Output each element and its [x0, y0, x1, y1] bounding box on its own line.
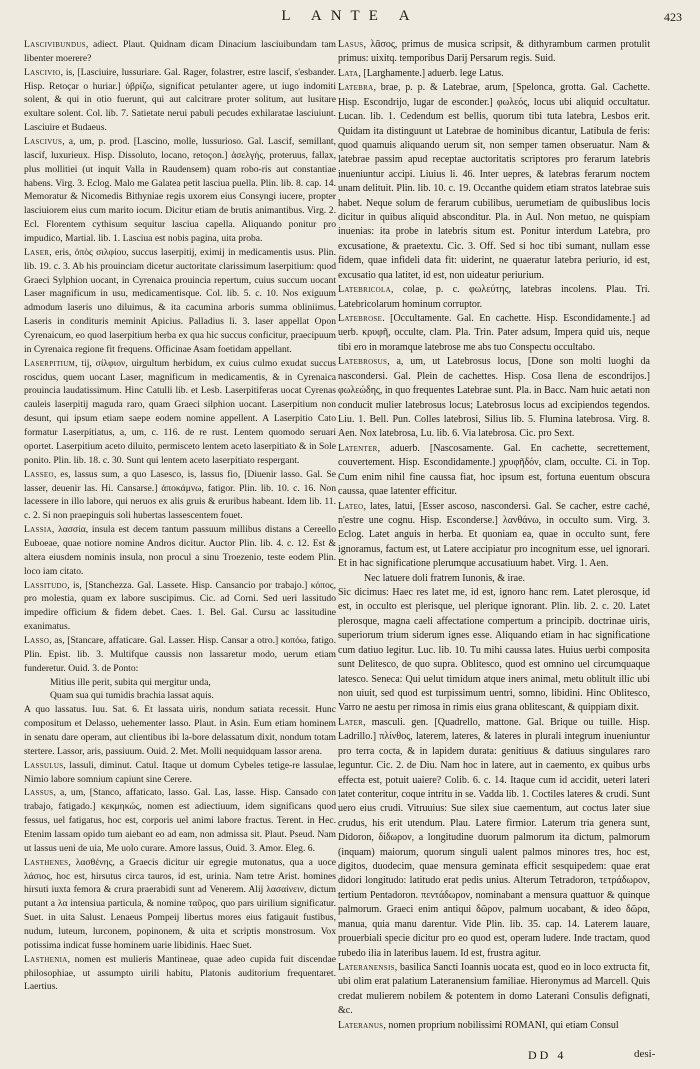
verse-line: Quam sua qui tumidis brachia lassat aquis.: [50, 690, 214, 702]
dictionary-entry: [338, 586, 650, 716]
entry-headword: Lassia: [24, 524, 52, 536]
entry-text: , is, [Stanchezza. Gal. Lassete. Hisp. Cansancio por trabajo.] κόπος, pro molestia, quam ex labore suscipimus. Cic. ad Corni. Sed ueri lassitudo impedire officium & fidem debet. Caes. 1. Bel. Gal. Cursu ac lassitudine exanimatus.: [24, 579, 336, 633]
entry-text: , a, um, ut Latebrosus locus, [Done son molti luoghi da nascondersi. Gal. Plein de cachettes. Hisp. Cosa llena de escondrijos.] φωλεώδης, in quo frequentes Latebrae sunt. Pla. in Bacc. Nam huic aetati non conducit mulier latebrosus locus; Latebrosus locus ad excipiendos tegendos. Liu. 1. Bell. Pun. Colles latebrosi, Silius lib. 5. Flumina latebrosa. Virg. 8. Aen. Nox latebrosa, Lu. lib. 6. Via latebrosa. Cic. pro Sext.: [338, 356, 650, 440]
entry-text: , masculi. gen. [Quadrello, mattone. Gal. Brique ou tuille. Hisp. Ladrillo.] πλίνθος, laterem, lateres, & lateres in plurali integrum inueniuntur pro terra cocta, & in lapidem durata: genitiuus & datiuus singulares raro leguntur. Cic. 2. de Diu. Nam hoc in latere, aut in caemento, ex quibus urbs effecta est, potuit uaiere? Colib. 6. c. 14. Itaque cum id accidit, ueteri lateri latet conteritur, coque intritu in se. Vadda lib. 1. Coctiles lateres & crudi. Sunt uero eius crudi. Vitruuius: Sue silex siue caementum, aut coctus later siue crudus, his erit utendum. Plau. Latere firmior. Laterum tria genera sunt, Didoron, δίδωρον, a longitudine duorum palmorum ita dictum, palmorum (inquam) maiorum, quorum singuli ualent palmos minores tres, hoc est, digitos, duodecim, quae mensura geminata efficit sesquipedem: quae erat didori longitudo: latitudo erat pedis unius. Alterum Tetradoron, τετράδωρον, tertium Pentadoron. πεντάδωρον, nominabant a mensura quattuor & quinque palmorum. Graeci enim antiqui δῶρον, palmum uocabant, & ideo δῶρα, manua, quia manu darentur. Vide Plin. lib. 35. cap. 14. Laterem lauare, prouerbiali specie dicitur pro eo quod est, operam ludere. Inde tractam, quod rubedo ilia in lateribus lauem. Id est, frustra agitur.: [338, 716, 650, 959]
dictionary-entry: [338, 67, 650, 81]
entry-headword: Lascivio: [24, 66, 61, 78]
dictionary-entry: [24, 38, 336, 66]
entry-text: , colae, p. c. φωλεύτης, latebras incolens. Plau. Tri. Latebricolarum hominum corruptor.: [338, 284, 650, 310]
verse-line: Nec latuere doli fratrem Iunonis, & irae.: [364, 572, 526, 584]
entry-headword: Latenter: [338, 442, 378, 454]
page-header: [0, 8, 700, 34]
page-number: 423: [664, 10, 682, 24]
entry-text: , nomen proprium nobilissimi ROMANI, qui etiam Consul: [383, 1019, 619, 1031]
left-column: [24, 38, 336, 994]
entry-headword: Lascivus: [24, 136, 63, 148]
dictionary-entry: [24, 953, 336, 995]
entry-headword: Latebra: [338, 82, 374, 94]
entry-text: , adiect. Plaut. Quidnam dicam Dinacium lasciuibundam tam libenter moerere?: [24, 39, 336, 64]
entry-headword: Latebricola: [338, 284, 391, 296]
entry-headword: Lateranus: [338, 1019, 384, 1031]
dictionary-entry: [24, 246, 336, 357]
dictionary-entry: [338, 442, 650, 500]
entry-headword: Lascivibundus: [24, 39, 86, 50]
entry-text: Sic dicimus: Haec res latet me, id est, ignoro hanc rem. Latet plerosque, id est, in occulto est plerisque, uel plerique ignorant. Plin. lib. 2. c. 20. Latet plerosque, magna caeli affectatione compertum a principib. doctrinae uiris, superiorum trium siderum ignes esse. Aliquando etiam in hac significatione cum datiuo legitur. Luc. lib. 10. Tu mihi caussa lates. Huius uerbi composita sunt Delitesco, de quo supra. Oblitesco, quod est omnino uel circumquaque latesco. Seneca: Qui uelut timidum atque iners animal, metu oblitult illic ubi non uiuit, sed quod est turpissimum uentri, somno, libidini. Hinc Oblitesco, Varro ne aestu per rimosa in rimis eius grana oblitescant, & quippiam dixit.: [338, 587, 650, 714]
entry-headword: Lassus: [24, 787, 54, 799]
entry-text: , λᾶσος, primus de musica scripsit, & dithyrambum carmen protulit primus: uixitq. temporibus Darij Persarum regis. Suid.: [338, 39, 650, 65]
entry-text: , basilica Sancti Ioannis uocata est, quod eo in loco extructa fit, ubi olim erat palatium Lateranensium familiae. Hieronymus ad Marcell. Quis credat mulierem nobilem & potentem in domo Laterani Consulis defignati, &c.: [338, 962, 650, 1017]
entry-headword: Later: [338, 716, 364, 728]
dictionary-entry: [338, 716, 650, 961]
verse-line: Mitius ille perit, subita qui mergitur unda,: [50, 676, 211, 688]
entry-headword: Lasthenes: [24, 856, 69, 868]
entry-text: , is, [Lasciuire, lussuriare. Gal. Rager, folastrer, estre lascif, s'esbander. Hisp. Retoçar o huriar.] ὑβρίζω, significat petulanter agere, ut iugo indomiti solent, & qui in otio fuerunt, qui aut calcitrare proter solitum, aut lusitare exultare solent. Col. lib. 7. Satietate nerui pabuli pecudes exhilaratae lasciuiunt. Lasciuire et Budaeus.: [24, 66, 336, 134]
entry-headword: Latebrose: [338, 313, 383, 325]
dictionary-entry: [24, 579, 336, 634]
entry-headword: Latebrosus: [338, 356, 388, 368]
dictionary-entry: [24, 786, 336, 855]
dictionary-entry: [24, 135, 336, 246]
dictionary-entry: [24, 703, 336, 758]
entry-text: , es, lassus sum, a quo Lasesco, is, lassus fio, [Diuenir lasso. Gal. Se lasser, deuenir las. Hi. Cansarse.] ἀποκάμνω, fatigor. Plin. lib. 10. c. 16. Non lacessere in illo labore, qui neruos ex alis gruis & eruribus habeant. Idem lib. 11. c. 2. Si non praepinguis soli hubertas lassescentem fouet.: [24, 468, 336, 522]
dictionary-entry: [338, 38, 650, 67]
dictionary-entry: [338, 1019, 650, 1033]
catchword: desi-: [634, 1048, 656, 1060]
entry-headword: Lasso: [24, 634, 50, 646]
dictionary-entry: [24, 66, 336, 135]
entry-text: , brae, p. p. & Latebrae, arum, [Spelonca, grotta. Gal. Cachette. Hisp. Escondrijo, lugar de esconder.] φωλεός, locus ubi aliquid occultatur. Lucan. lib. 1. Cedendum est bellis, quorum tibi tuta latebra, Lesbos erit. Quidam ita distinguunt ut Latebrae de hominibus dicantur, Latibula de feris: quod quamuis aliquando uerum sit, non semper tamen obseruatur. Nam & latebrae passim apud receptae auctoritatis scriptores pro ferarum latebris inueniuntur accipi. Liuius li. 46. Inter uepres, & latebras ferarum noctem unam delituit. Plin. lib. 10. c. 19. Occanthe quidem etiam stratos latebrae suis habet. Neque solum de ferarum cubilibus, uerumetiam de quibuslibus locis dicitur in quibus aliquid absconditur. Pla. in Aul. Non metuo, ne quispiam inuenias: ita probe in latebris situm est. Ponitur interdum Latebra, pro excusatione, & praetextu. Cic. 3. Off. Sed si hoc tibi sumant, nullam esse fidem, quae infideli data fit: uiderint, ne quaeratur latebra periurio, id est, excusatio qua latitet, id est, non uideatur periurium.: [338, 82, 650, 281]
entry-headword: Lata: [338, 67, 359, 79]
entry-text: , [Larghamente.] aduerb. lege Latus.: [358, 67, 504, 79]
entry-headword: Lasthenia: [24, 953, 68, 965]
entry-headword: Laserpitium: [24, 357, 76, 369]
dictionary-entry: [24, 523, 336, 578]
dictionary-entry: [338, 283, 650, 312]
signature-mark: DD 4: [528, 1048, 567, 1062]
entry-text: , lassuli, diminut. Catul. Itaque ut domum Cybeles tetige-re lassulae, Nimio labore somnium capiunt sine Cerere.: [24, 759, 336, 785]
entry-text: , λασσία, insula est decem tantum passuum millibus distans a Cereello Euboeae, quae notiore nomine Andros dicitur. Auctor Plin. lib. 4. c. 12. Est & altera eiusdem nominis insula, non procul a sinu Troezenio, teste eodem Plin. loco iam citato.: [24, 524, 336, 577]
entry-headword: Lasus: [338, 39, 364, 50]
entry-text: , lates, latui, [Esser ascoso, nascondersi. Gal. Se cacher, estre caché, n'estre une cognu. Hisp. Esconderse.] λανθάνω, in occulto sum. Virg. 3. Eclog. Latet anguis in herba. Et quoniam ea, quae in occulto sunt, fere ignoramus, factum est, ut Latere accipiatur pro incognitum esse, uel ignorari. Et in hac significatione plerumque accusatiuum habet. Virg. 1. Aen.: [338, 500, 650, 570]
entry-text: , λασθένης, a Graecis dicitur uir egregie mutonatus, qua a uoce λάσιος, hoc est, hirsutus circa tauros, id est, urinia. Nam tetre Arist. homines hirsuti iuxta femora & crura praerabidi sunt ad Venerem. Alij λασαίνειν, dictum putant a λα intensiua particula, & nomine ταῦρος, quo pars uirilium significatur. Suet. in uita Salust. Lenaeus Pompeij libertus mores eius fatigauit fustibus, nudum, luteum, lurconem, popinonem, & uita et scriptis monstrosum. Vox potissima indicat fusse hominem uarie libidinis. Haec Suet.: [24, 856, 336, 951]
dictionary-entry: [24, 357, 336, 468]
dictionary-entry: [338, 312, 650, 355]
right-column: [338, 38, 650, 1033]
entry-text: , nomen est mulieris Mantineae, quae adeo cupida fuit discendae philosophiae, ut assumpto uirili habitu, Platonis auditorium frequentaret. Laertius.: [24, 953, 336, 993]
dictionary-entry: [24, 634, 336, 676]
entry-headword: Laser: [24, 246, 50, 258]
dictionary-entry: [338, 500, 650, 572]
entry-headword: Lateranensis: [338, 962, 395, 973]
entry-headword: Lassulus: [24, 759, 64, 771]
dictionary-entry: [24, 759, 336, 787]
entry-text: , tij, σίλφιον, uirgultum herbidum, ex cuius culmo exudat succus roscidus, quem uocant Laser, magnificum in medicamentis, & in Cyrenaica prouincia laudatissimum. Hinc Catulli lib. et Lesb. Laserpitiferas uocat Cyrenas cauleis laserpitij maguda raro, quam Graeci silphion uocant. Laserpitium non desunt, qui ipsum etiam saepe eodem nomine appellent. A Laserpitio Cato formatur Laserpitiatus, a, um, c. 116. de re rust. Lentem quomodo seruari oportet. Laserpitium aceto diluito, permisceto lentem aceto laserpitiato & in Sole ponito. Plin. lib. 18. c. 30. Sunt qui lentem aceto laserpitiato respergant.: [24, 357, 336, 466]
dictionary-entry: [338, 81, 650, 283]
entry-text: , eris, ὀπὸς σιλφίου, succus laserpitij, eximij in medicamentis usus. Plin. lib. 19. c. 3. Ab his prouinciam dicetur auctoritate clarissimum laserpitium: quod Graeci Sylphion uocant, in Cyrenaica prouincia repertum, cuius succum uocant Laser magnificum in usu, medicamentisque. Col. lib. 5. c. 10. Nos exiguum admodum laseris uno diluimus, & ita cacumina arboris summa obliniimus. Laseris in condituris meminit Apicius. Palladius li. 3. laser appellat Opon Cyrenaicum, eo quod laserpitium herba ex qua hic succus conficitur, praecipuum in Cyrenaica regione fit frequens. Officinae Asam foetidam appellant.: [24, 246, 336, 355]
dictionary-entry: [338, 355, 650, 442]
entry-text: , aduerb. [Nascosamente. Gal. En cachette, secrettement, couvertement. Hisp. Escondidamente.] χρυφῆδόν, clam, occulte. Ci. in Top. Cum enim nihil fine caussa fiat, hoc ipsum est, fortuna euentum obscura caussa, quae latenter efficitur.: [338, 442, 650, 498]
entry-text: A quo lassatus. Iuu. Sat. 6. Et lassata uiris, nondum satiata recessit. Hunc compositum et Delasso, uehementer lasso. Plaut. in Asin. Eum etiam hominem in senatu dare operam, aut clientibus ibi la-bore delassatum dixit, nondum totam stertere. Lassor, aris, passiuum. Ouid. 2. Met. Molli nequidquam lassor arena.: [24, 704, 336, 757]
entry-text: , a, um, p. prod. [Lascino, molle, lussurioso. Gal. Lascif, semillant, lascif, luxurieux. Hisp. Dissoluto, locano, retoçon.] ἀσελγής, proteruus, fallax, plus mollitiei (ut inquit Valla in Raudensem) quam robo-ris aut constantiae habens. Virg. 3. Eclog. Malo me Galatea petit lasciua puella. Plin. lib. 8. cap. 14. Memoratur & Nicomedis Bithyniae regis uxorem eius Consyngi iucere, propter lasciuiorem eius cum marito iocum. Dicitur etiam de brutis animantibus. Virg. 2. Ecl. Florentem cythisum sequitur lasciua capella. Aliquando ponitur pro impudico, Martial. lib. 1. Lasciua est nobis pagina, uita proba.: [24, 136, 336, 245]
entry-headword: Lassitudo: [24, 579, 68, 591]
entry-text: , as, [Stancare, affaticare. Gal. Lasser. Hisp. Cansar a otro.] κοπόω, fatigo. Plin. Epist. lib. 3. Multifque caussis non lassaretur modo, uerum etiam funderetur. Ouid. 3. de Ponto:: [24, 634, 336, 674]
dictionary-entry: [338, 961, 650, 1019]
dictionary-entry: [24, 856, 336, 953]
entry-text: . [Occultamente. Gal. En cachette. Hisp. Escondidamente.] ad uerb. κρυφῆ, occulte, clam. Pla. Trin. Pater adsum, Impera quid uis, neque tibi ero in moramque latebrose me abs tuo Conspectu occultabo.: [338, 313, 650, 353]
entry-headword: Lateo: [338, 500, 364, 512]
entry-headword: Lasseo: [24, 468, 54, 480]
running-title: L ANTE A: [281, 8, 419, 24]
dictionary-entry: [24, 468, 336, 523]
entry-text: , a, um, [Stanco, affaticato, lasso. Gal. Las, lasse. Hisp. Cansado con trabajo, fatigado.] κεκμηκώς, nomen est adiectiuum, idem significans quod fessus, uel fatigatus, hoc est, corporis uel animi labore fractus. Terent. in Hec. Etenim lassam opido tum aiebant eo ad eam, non admissa sit. Plaut. Pseud. Nam ut lassus ueni de uia, Me uolo curare. Amore lassus, Ouid. 3. Amor. Eleg. 6.: [24, 787, 336, 854]
